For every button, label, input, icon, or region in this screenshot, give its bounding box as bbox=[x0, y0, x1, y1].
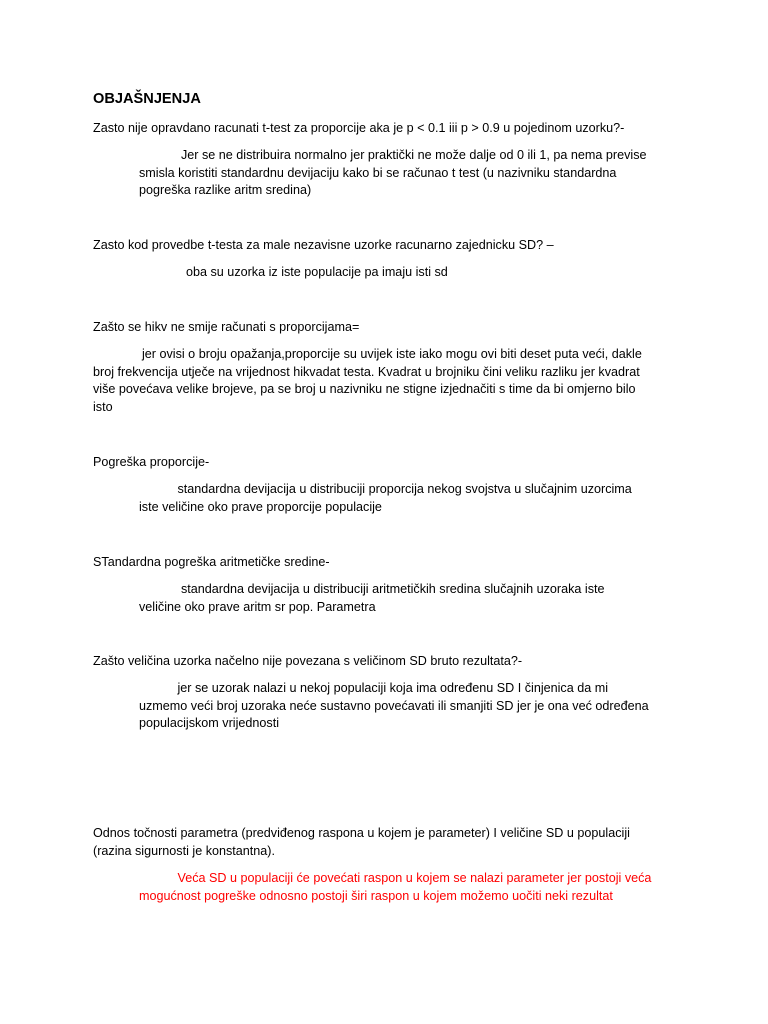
question-1: Zasto nije opravdano racunati t-test za proporcije aka je p < 0.1 iii p > 0.9 u pojedinom uzorku?- bbox=[93, 121, 625, 135]
answer-2: oba su uzorka iz iste populacije pa imaju isti sd bbox=[186, 265, 448, 279]
question-6: Zašto veličina uzorka načelno nije povezana s veličinom SD bruto rezultata?- bbox=[93, 654, 523, 668]
page-title: OBJAŠNJENJA bbox=[93, 91, 201, 107]
answer-3: jer ovisi o broju opažanja,proporcije su uvijek iste iako mogu ovi biti deset puta veći, dakle broj frekvencija utječe na vrijednost hikvadat testa. Kvadrat u brojniku čini veliku razliku jer kvadrat više povećava velike brojeve, pa se broj u nazivniku ne stigne izjednačiti s time da bi omjerno bilo isto bbox=[93, 347, 642, 414]
answer-5: standardna devijacija u distribuciji aritmetičkih sredina slučajnih uzoraka iste veličine oko prave aritm sr pop. Parametra bbox=[139, 582, 605, 614]
answer-1: Jer se ne distribuira normalno jer praktički ne može dalje od 0 ili 1, pa nema previse smisla koristiti standardnu devijaciju kako bi se računao t test (u nazivniku standardna pogreška razlike aritm sredina) bbox=[139, 148, 647, 198]
question-4: Pogreška proporcije- bbox=[93, 455, 210, 469]
question-5: STandardna pogreška aritmetičke sredine- bbox=[93, 555, 330, 569]
question-3: Zašto se hikv ne smije računati s proporcijama= bbox=[93, 320, 360, 334]
answer-4: standardna devijacija u distribuciji proporcija nekog svojstva u slučajnim uzorcima iste veličine oko prave proporcije populacije bbox=[139, 482, 632, 514]
answer-7: Veća SD u populaciji će povećati raspon u kojem se nalazi parameter jer postoji veća mogućnost pogreške odnosno postoji širi raspon u kojem možemo uočiti neki rezultat bbox=[139, 871, 652, 903]
answer-6: jer se uzorak nalazi u nekoj populaciji koja ima određenu SD I činjenica da mi uzmemo veći broj uzoraka neće sustavno povećavati ili smanjiti SD jer je ona već određena populacijskom vrijednosti bbox=[139, 681, 649, 731]
question-7: Odnos točnosti parametra (predviđenog raspona u kojem je parameter) I veličine SD u populaciji (razina sigurnosti je konstantna). bbox=[93, 826, 630, 858]
question-2: Zasto kod provedbe t-testa za male nezavisne uzorke racunarno zajednicku SD? – bbox=[93, 238, 554, 252]
